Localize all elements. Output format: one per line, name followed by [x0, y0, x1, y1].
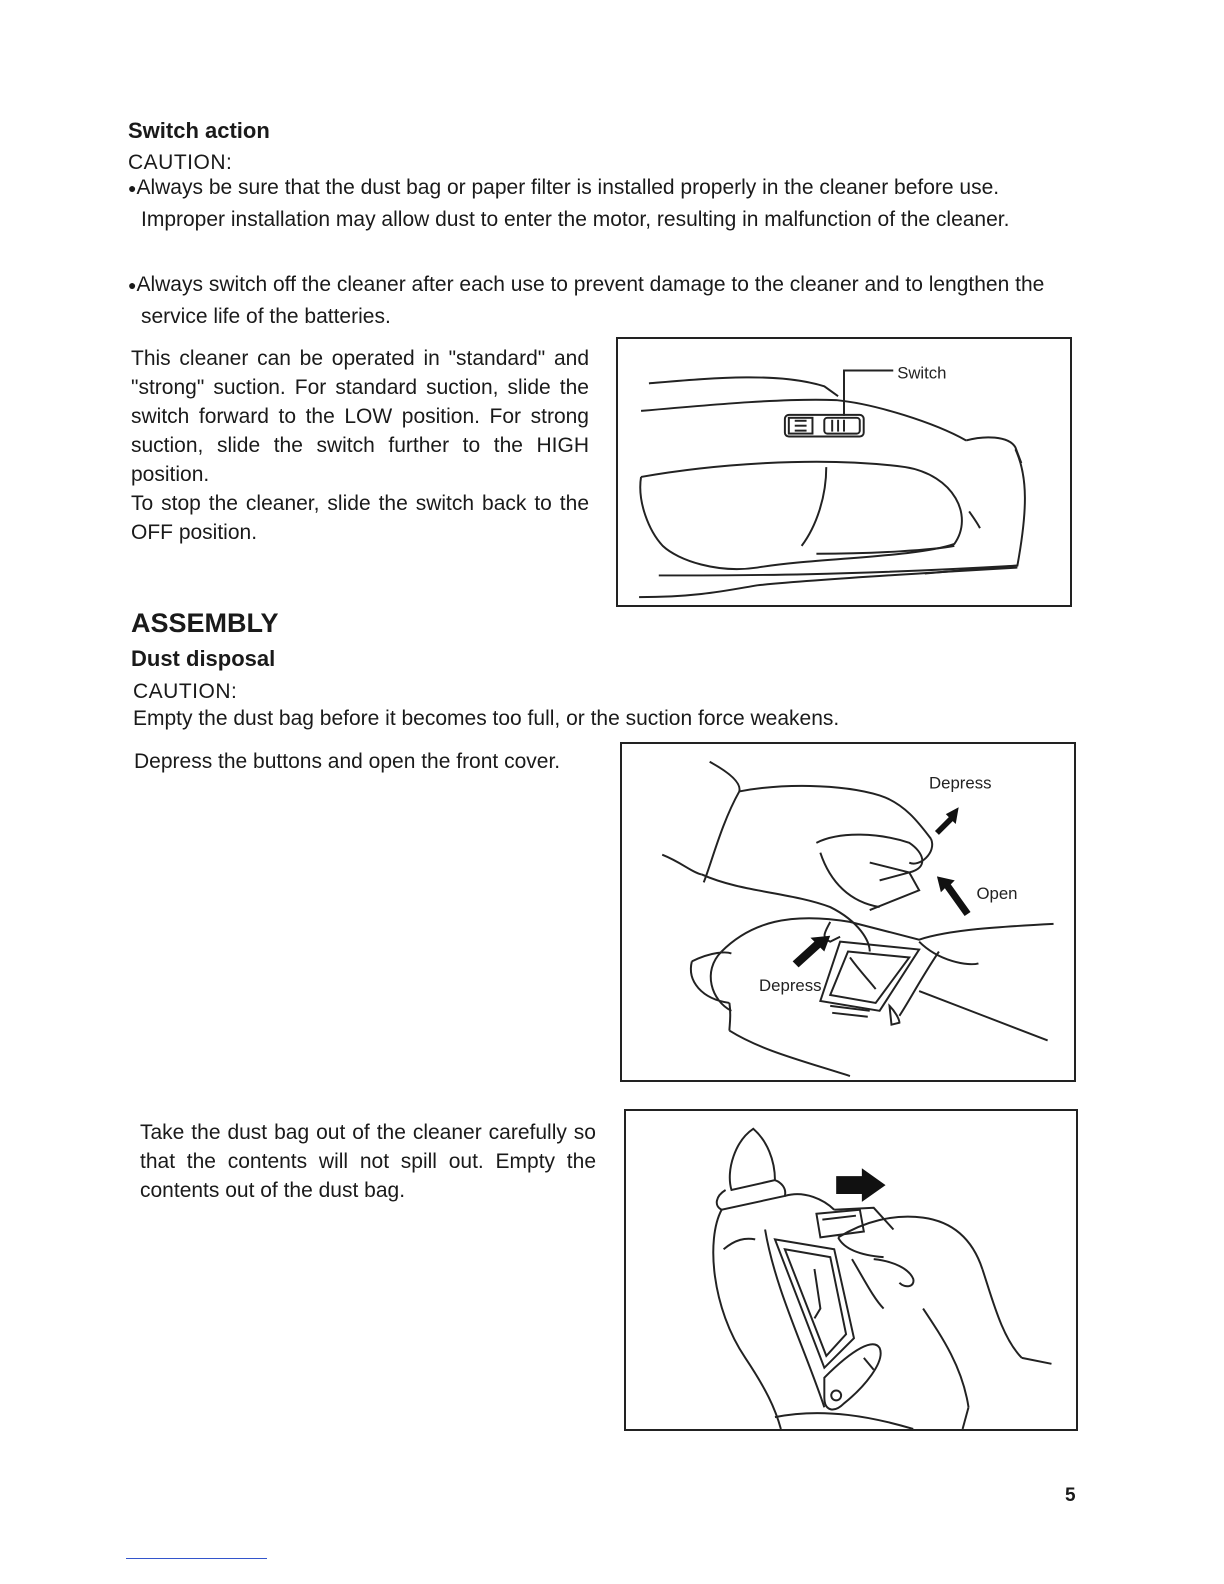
footer-rule [126, 1558, 267, 1559]
caution-bullet-1-text: Always be sure that the dust bag or paper filter is installed properly in the cleaner before use. Improper installation may allow dust to enter the motor, resulting in malfunction of the cleaner. [136, 176, 1010, 231]
bullet-dot: ● [128, 276, 137, 293]
depress-bottom-label: Depress [759, 976, 822, 996]
dust-caution-label: CAUTION: [133, 680, 238, 703]
switch-illustration [618, 339, 1070, 605]
assembly-heading: ASSEMBLY [131, 608, 279, 638]
caution-bullet-1 [128, 172, 1081, 235]
depress-top-label: Depress [929, 773, 992, 793]
switch-label: Switch [897, 363, 947, 383]
step1-text: Depress the buttons and open the front cover. [134, 750, 561, 773]
open-cover-figure [620, 742, 1076, 1082]
remove-bag-illustration [626, 1111, 1076, 1429]
caution-bullet-2-text: Always switch off the cleaner after each use to prevent damage to the cleaner and to lengthen the service life of the batteries. [136, 273, 1045, 328]
dust-disposal-heading: Dust disposal [131, 646, 276, 671]
remove-bag-figure [624, 1109, 1078, 1431]
switch-caution-label: CAUTION: [128, 151, 233, 174]
switch-stop-description: To stop the cleaner, slide the switch back to the OFF position. [131, 492, 589, 544]
open-label: Open [976, 884, 1018, 904]
step2-text: Take the dust bag out of the cleaner carefully so that the contents will not spill out. Empty the contents out of the dust bag. [140, 1121, 596, 1202]
page-number: 5 [1065, 1485, 1076, 1506]
dust-caution-text: Empty the dust bag before it becomes too full, or the suction force weakens. [133, 707, 840, 730]
switch-action-heading: Switch action [128, 118, 270, 143]
switch-figure [616, 337, 1072, 607]
caution-bullet-2 [128, 269, 1081, 332]
bullet-dot: ● [128, 179, 137, 196]
open-cover-illustration [622, 744, 1074, 1080]
switch-description: This cleaner can be operated in "standard" and "strong" suction. For standard suction, slide the switch forward to the LOW position. For strong suction, slide the switch further to the HIGH position. [131, 347, 589, 486]
